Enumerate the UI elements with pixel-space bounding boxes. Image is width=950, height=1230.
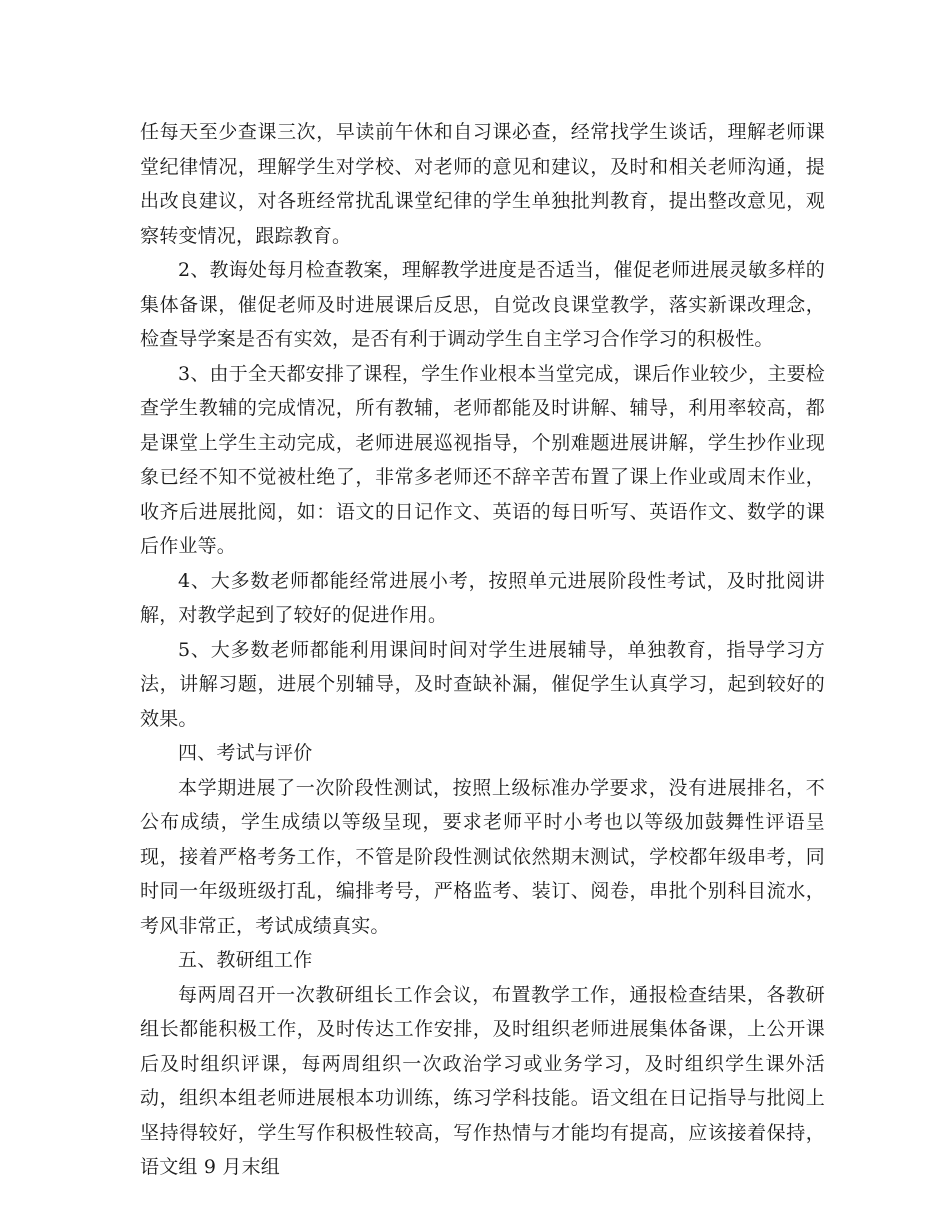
section-heading-exam-evaluation: 四、考试与评价 <box>178 742 313 764</box>
paragraph-2: 2、教诲处每月检查教案，理解教学进度是否适当，催促老师进展灵敏多样的集体备课，催促老师及时进展课后反思，自觉改良课堂教学，落实新课改理念，检查导学案是否有实效，是否有利于调动学生自主学习合作学习的积极性。 <box>140 259 825 350</box>
paragraph-6: 本学期进展了一次阶段性测试，按照上级标准办学要求，没有进展排名，不公布成绩，学生成绩以等级呈现，要求老师平时小考也以等级加鼓舞性评语呈现，接着严格考务工作，不管是阶段性测试依然期末测试，学校都年级串考，同时同一年级班级打乱，编排考号，严格监考、装订、阅卷，串批个别科目流水，考风非常正，考试成绩真实。 <box>140 776 825 937</box>
paragraph-3: 3、由于全天都安排了课程，学生作业根本当堂完成，课后作业较少，主要检查学生教辅的完成情况，所有教辅，老师都能及时讲解、辅导，利用率较高，都是课堂上学生主动完成，老师进展巡视指导，个别难题进展讲解，学生抄作业现象已经不知不觉被杜绝了，非常多老师还不辞辛苦布置了课上作业或周末作业，收齐后进展批阅，如：语文的日记作文、英语的每日听写、英语作文、数学的课后作业等。 <box>140 362 825 557</box>
section-heading-teaching-research: 五、教研组工作 <box>178 949 313 971</box>
document-body <box>140 115 825 1185</box>
paragraph-4: 4、大多数老师都能经常进展小考，按照单元进展阶段性考试，及时批阅讲解，对教学起到了较好的促进作用。 <box>140 569 825 626</box>
paragraph-1: 任每天至少查课三次，早读前午休和自习课必查，经常找学生谈话，理解老师课堂纪律情况，理解学生对学校、对老师的意见和建议，及时和相关老师沟通，提出改良建议，对各班经常扰乱课堂纪律的学生单独批判教育，提出整改意见，观察转变情况，跟踪教育。 <box>140 121 825 247</box>
paragraph-7: 每两周召开一次教研组长工作会议，布置教学工作，通报检查结果，各教研组长都能积极工作，及时传达工作安排，及时组织老师进展集体备课，上公开课后及时组织评课，每两周组织一次政治学习或业务学习，及时组织学生课外活动，组织本组老师进展根本功训练，练习学科技能。语文组在日记指导与批阅上坚持得较好，学生写作积极性较高，写作热情与才能均有提高，应该接着保持，语文组 9 月末组 <box>140 983 825 1178</box>
paragraph-5: 5、大多数老师都能利用课间时间对学生进展辅导，单独教育，指导学习方法，讲解习题，进展个别辅导，及时查缺补漏，催促学生认真学习，起到较好的效果。 <box>140 638 825 730</box>
